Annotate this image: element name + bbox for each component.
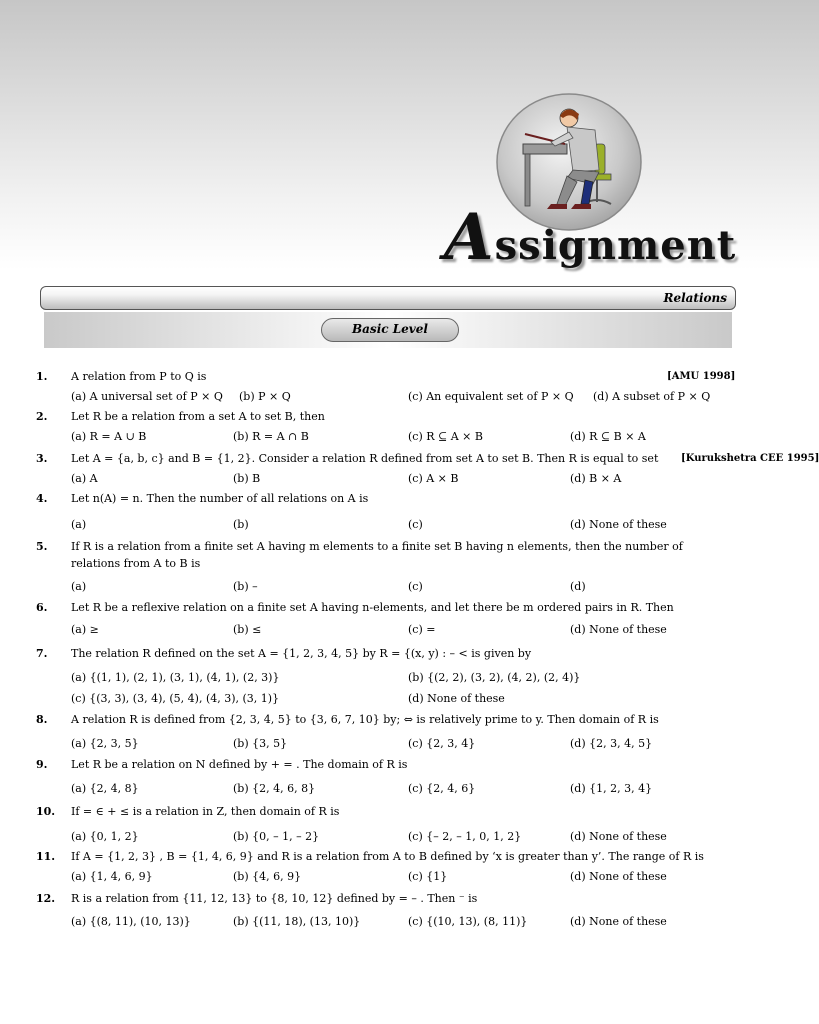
question-text: A relation R is defined from {2, 3, 4, 5} to {3, 6, 7, 10} by; ⇔ is relatively prime to y. Then domain of R is	[71, 713, 659, 726]
option-d: (d) None of these	[570, 915, 667, 928]
option-c: (c)	[408, 580, 423, 593]
option-c: (c) {2, 4, 6}	[408, 782, 476, 795]
option-a: (a)	[71, 580, 87, 593]
option-c: (c) An equivalent set of P × Q	[408, 390, 574, 403]
option-d: (d) R ⊆ B × A	[570, 430, 646, 443]
option-b: (b) {0, – 1, – 2}	[233, 830, 320, 843]
question-text: If A = {1, 2, 3} , B = {1, 4, 6, 9} and R is a relation from A to B defined by ‘x is greater than y’. The range of R is	[71, 850, 704, 863]
option-b: (b) {3, 5}	[233, 737, 288, 750]
question-text: A relation from P to Q is	[71, 370, 207, 383]
option-c: (c) {(10, 13), (8, 11)}	[408, 915, 528, 928]
option-d: (d) A subset of P × Q	[593, 390, 711, 403]
option-b: (b) {(2, 2), (3, 2), (4, 2), (2, 4)}	[408, 671, 581, 684]
option-a: (a) A	[71, 472, 98, 485]
option-b: (b) R = A ∩ B	[233, 430, 309, 443]
title-initial: A	[444, 200, 495, 275]
option-a: (a)	[71, 518, 87, 531]
question-number: 3.	[36, 452, 48, 465]
title-rest: ssignment	[494, 222, 737, 269]
option-b: (b) {(11, 18), (13, 10)}	[233, 915, 361, 928]
option-a: (a) {(1, 1), (2, 1), (3, 1), (4, 1), (2, 3)}	[71, 671, 280, 684]
option-d: (d) {1, 2, 3, 4}	[570, 782, 653, 795]
question-number: 9.	[36, 758, 48, 771]
question-number: 7.	[36, 647, 48, 660]
option-b: (b) B	[233, 472, 261, 485]
question-text: Let n(A) = n. Then the number of all relations on A is	[71, 492, 369, 505]
option-b: (b)	[233, 518, 249, 531]
option-c: (c) {(3, 3), (3, 4), (5, 4), (4, 3), (3, 1)}	[71, 692, 280, 705]
option-c: (c)	[408, 518, 423, 531]
question-text: Let R be a relation on N defined by + = . The domain of R is	[71, 758, 408, 771]
option-c: (c) {– 2, – 1, 0, 1, 2}	[408, 830, 522, 843]
option-a: (a) A universal set of P × Q	[71, 390, 223, 403]
option-c: (c) A × B	[408, 472, 459, 485]
option-b: (b) {2, 4, 6, 8}	[233, 782, 316, 795]
option-a: (a) ≥	[71, 623, 99, 636]
option-d: (d)	[570, 580, 586, 593]
question-text: Let R be a relation from a set A to set B, then	[71, 410, 325, 423]
chapter-label: Relations	[663, 291, 727, 305]
option-c: (c) =	[408, 623, 436, 636]
question-number: 12.	[36, 892, 56, 905]
option-a: (a) {1, 4, 6, 9}	[71, 870, 153, 883]
option-d: (d) None of these	[570, 830, 667, 843]
question-number: 10.	[36, 805, 56, 818]
option-d: (d) None of these	[570, 518, 667, 531]
option-a: (a) {(8, 11), (10, 13)}	[71, 915, 191, 928]
question-number: 5.	[36, 540, 48, 553]
option-b: (b) ≤	[233, 623, 262, 636]
question-text-continued: relations from A to B is	[71, 557, 201, 570]
option-d: (d) None of these	[570, 870, 667, 883]
chapter-bar	[40, 286, 736, 310]
question-number: 8.	[36, 713, 48, 726]
option-a: (a) R = A ∪ B	[71, 430, 147, 443]
option-d: (d) None of these	[570, 623, 667, 636]
question-number: 4.	[36, 492, 48, 505]
question-text: Let R be a reflexive relation on a finite set A having n-elements, and let there be m ordered pairs in R. Then	[71, 601, 674, 614]
option-a: (a) {2, 3, 5}	[71, 737, 139, 750]
question-number: 2.	[36, 410, 48, 423]
option-a: (a) {2, 4, 8}	[71, 782, 139, 795]
question-text: If = ∈ + ≤ is a relation in Z, then domain of R is	[71, 805, 340, 818]
question-number: 11.	[36, 850, 56, 863]
option-c: (c) {1}	[408, 870, 448, 883]
question-number: 1.	[36, 370, 48, 383]
question-source: [Kurukshetra CEE 1995]	[681, 453, 819, 464]
option-d: (d) None of these	[408, 692, 505, 705]
option-a: (a) {0, 1, 2}	[71, 830, 139, 843]
option-d: (d) B × A	[570, 472, 622, 485]
level-badge: Basic Level	[321, 318, 459, 342]
option-c: (c) R ⊆ A × B	[408, 430, 483, 443]
option-c: (c) {2, 3, 4}	[408, 737, 476, 750]
question-number: 6.	[36, 601, 48, 614]
question-text: Let A = {a, b, c} and B = {1, 2}. Consider a relation R defined from set A to set B. Then R is equal to set	[71, 452, 659, 465]
option-b: (b) –	[233, 580, 258, 593]
option-b: (b) P × Q	[239, 390, 291, 403]
option-b: (b) {4, 6, 9}	[233, 870, 302, 883]
question-text: The relation R defined on the set A = {1, 2, 3, 4, 5} by R = {(x, y) : – < is given by	[71, 647, 532, 660]
assignment-title	[444, 200, 736, 275]
question-source: [AMU 1998]	[667, 371, 736, 382]
question-text: R is a relation from {11, 12, 13} to {8, 10, 12} defined by = – . Then ⁻ is	[71, 892, 478, 905]
question-text: If R is a relation from a finite set A having m elements to a finite set B having n elements, then the number of	[71, 540, 683, 553]
option-d: (d) {2, 3, 4, 5}	[570, 737, 653, 750]
